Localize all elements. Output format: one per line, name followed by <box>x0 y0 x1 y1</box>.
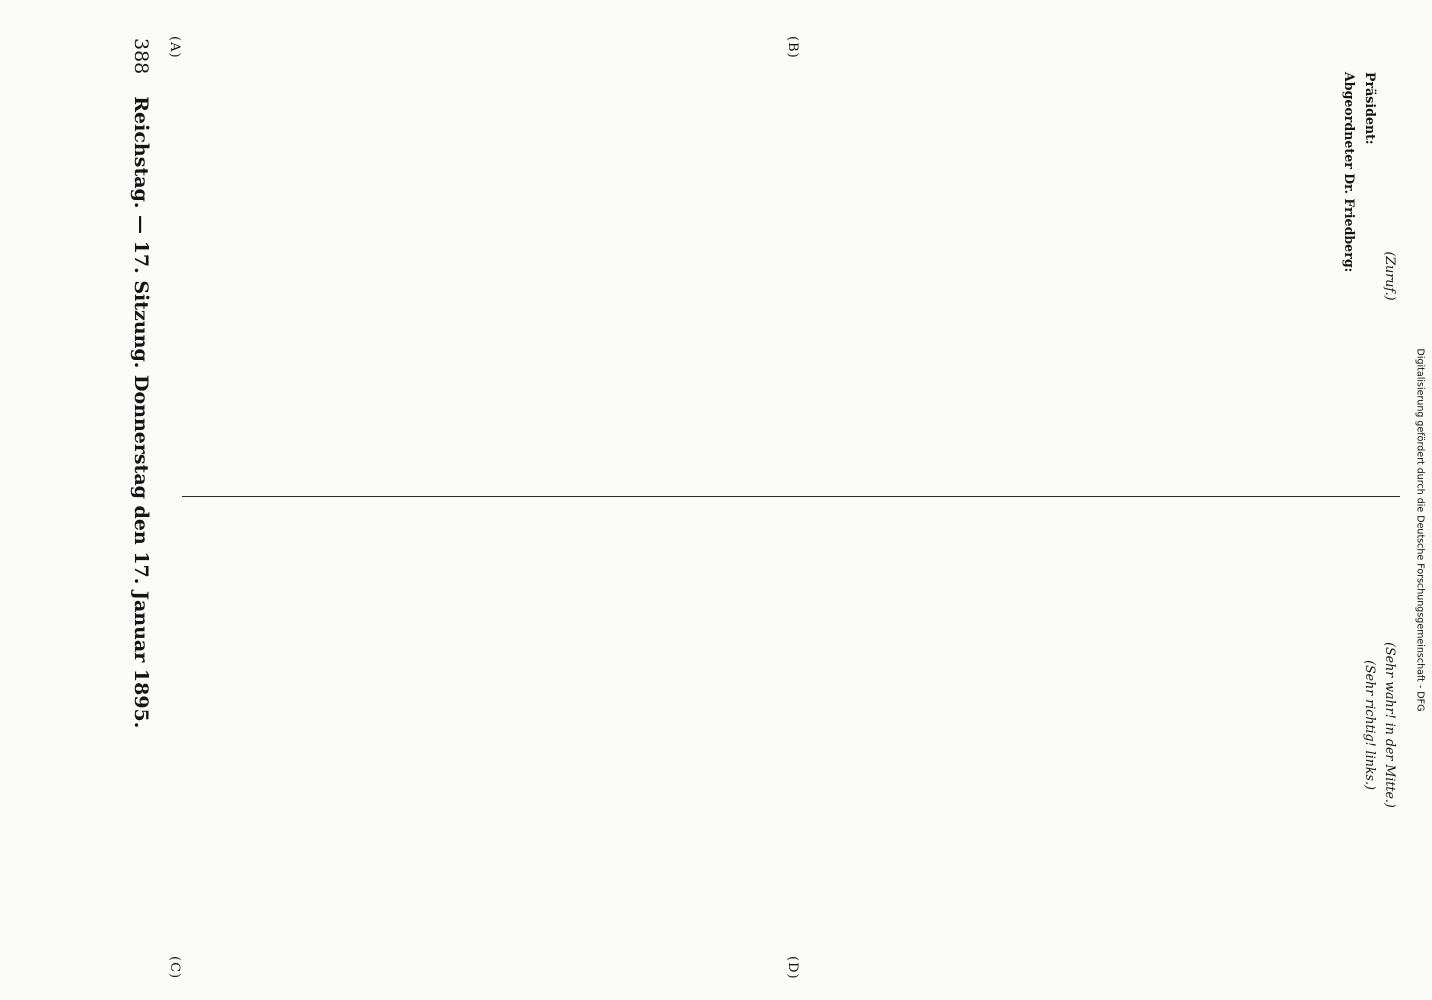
column-left <box>182 56 1400 496</box>
page-title: Reichstag. — 17. Sitzung. Donnerstag den 17. Januar 1895. <box>130 96 152 729</box>
dfg-digitization-note <box>1412 200 1428 860</box>
margin-marker-a: (A) <box>167 36 182 59</box>
page-header <box>122 38 152 918</box>
column-divider <box>182 496 1400 497</box>
speaker-paragraph <box>1359 56 1379 496</box>
dfg-note-text: Digitalisierung gefördert durch die Deutsche Forschungsgemeinschaft - DFG <box>1414 348 1426 712</box>
margin-marker-d: (D) <box>785 956 800 980</box>
speaker-name: Präsident: <box>1362 72 1378 145</box>
margin-marker-b: (B) <box>785 36 800 59</box>
interjection: (Zuruf.) <box>1383 251 1398 301</box>
interjection: (Sehr wahr! in der Mitte.) <box>1383 642 1398 808</box>
page-number: 388 <box>130 38 152 75</box>
speaker-name: Abgeordneter Dr. Friedberg: <box>1342 72 1358 273</box>
column-right <box>182 505 1400 945</box>
speaker-paragraph <box>1339 56 1359 496</box>
margin-marker-c: (C) <box>167 956 182 980</box>
interjection: (Sehr richtig! links.) <box>1362 660 1378 790</box>
